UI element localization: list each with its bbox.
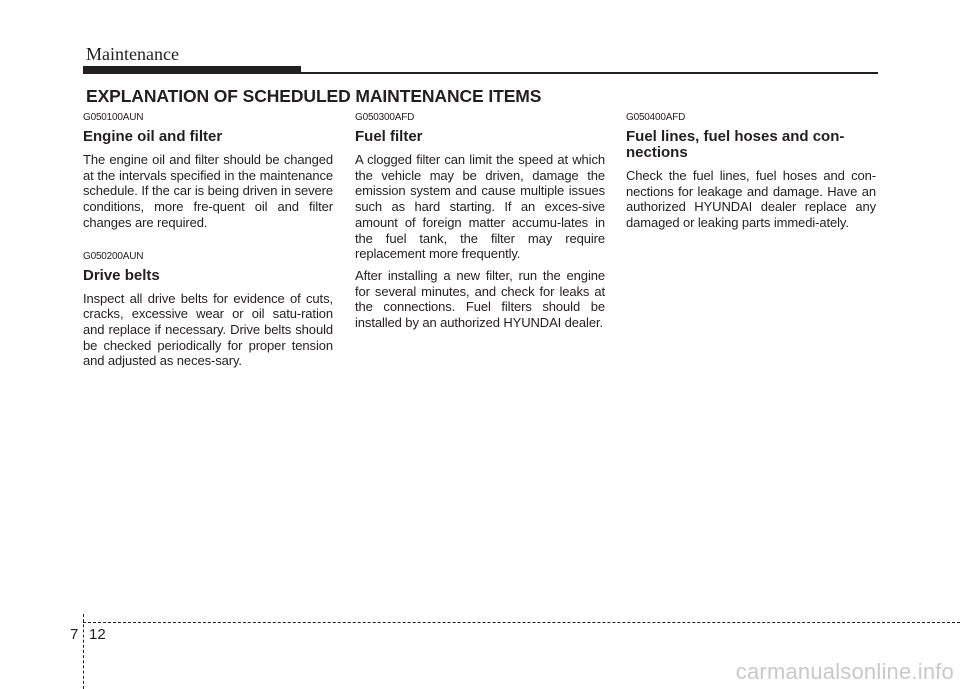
- column-1: [83, 112, 333, 389]
- column-3: [626, 112, 876, 251]
- item-paragraph: A clogged filter can limit the speed at which the vehicle may be driven, damage the emission system and cause multiple issues such as hard starting. If an exces-sive amount of foreign matter accumu-lates in the fuel tank, the filter may require replacement more frequently.: [355, 152, 605, 262]
- item-heading: Fuel filter: [355, 128, 423, 145]
- footer-rule: [83, 622, 960, 624]
- item-code: G050200AUN: [83, 250, 144, 262]
- chapter-number: 7: [70, 626, 79, 643]
- item-paragraph: After installing a new filter, run the engine for several minutes, and check for leaks at the connections. Fuel filters should be installed by an authorized HYUNDAI dealer.: [355, 267, 605, 331]
- watermark: carmanualsonline.info: [735, 659, 954, 684]
- item-paragraph: Inspect all drive belts for evidence of cuts, cracks, excessive wear or oil satu-ration and replace if necessary. Drive belts should be checked periodically for proper tension and adjusted as neces-sary.: [83, 290, 333, 369]
- column-2: [355, 112, 605, 351]
- footer-divider: [83, 614, 84, 689]
- section-title: EXPLANATION OF SCHEDULED MAINTENANCE ITEMS: [86, 86, 542, 106]
- item-code: G050400AFD: [626, 112, 686, 123]
- content-block: [83, 251, 333, 370]
- content-block: [626, 112, 876, 231]
- content-block: [355, 112, 605, 331]
- item-heading: Fuel lines, fuel hoses and con-nections: [626, 128, 845, 161]
- page-number: 12: [89, 626, 106, 643]
- content-block: [83, 112, 333, 231]
- item-heading: Drive belts: [83, 266, 160, 284]
- item-code: G050100AUN: [83, 112, 144, 123]
- header-rule: [83, 72, 878, 74]
- item-heading: Engine oil and filter: [83, 128, 223, 145]
- item-paragraph: The engine oil and filter should be changed at the intervals specified in the maintenance schedule. If the car is being driven in severe conditions, more fre-quent oil and filter changes are required.: [83, 152, 333, 230]
- item-code: G050300AFD: [355, 112, 415, 123]
- header-title: Maintenance: [86, 44, 179, 64]
- item-paragraph: Check the fuel lines, fuel hoses and con-nections for leakage and damage. Have an authorized HYUNDAI dealer replace any damaged or leaking parts immedi-ately.: [626, 168, 876, 231]
